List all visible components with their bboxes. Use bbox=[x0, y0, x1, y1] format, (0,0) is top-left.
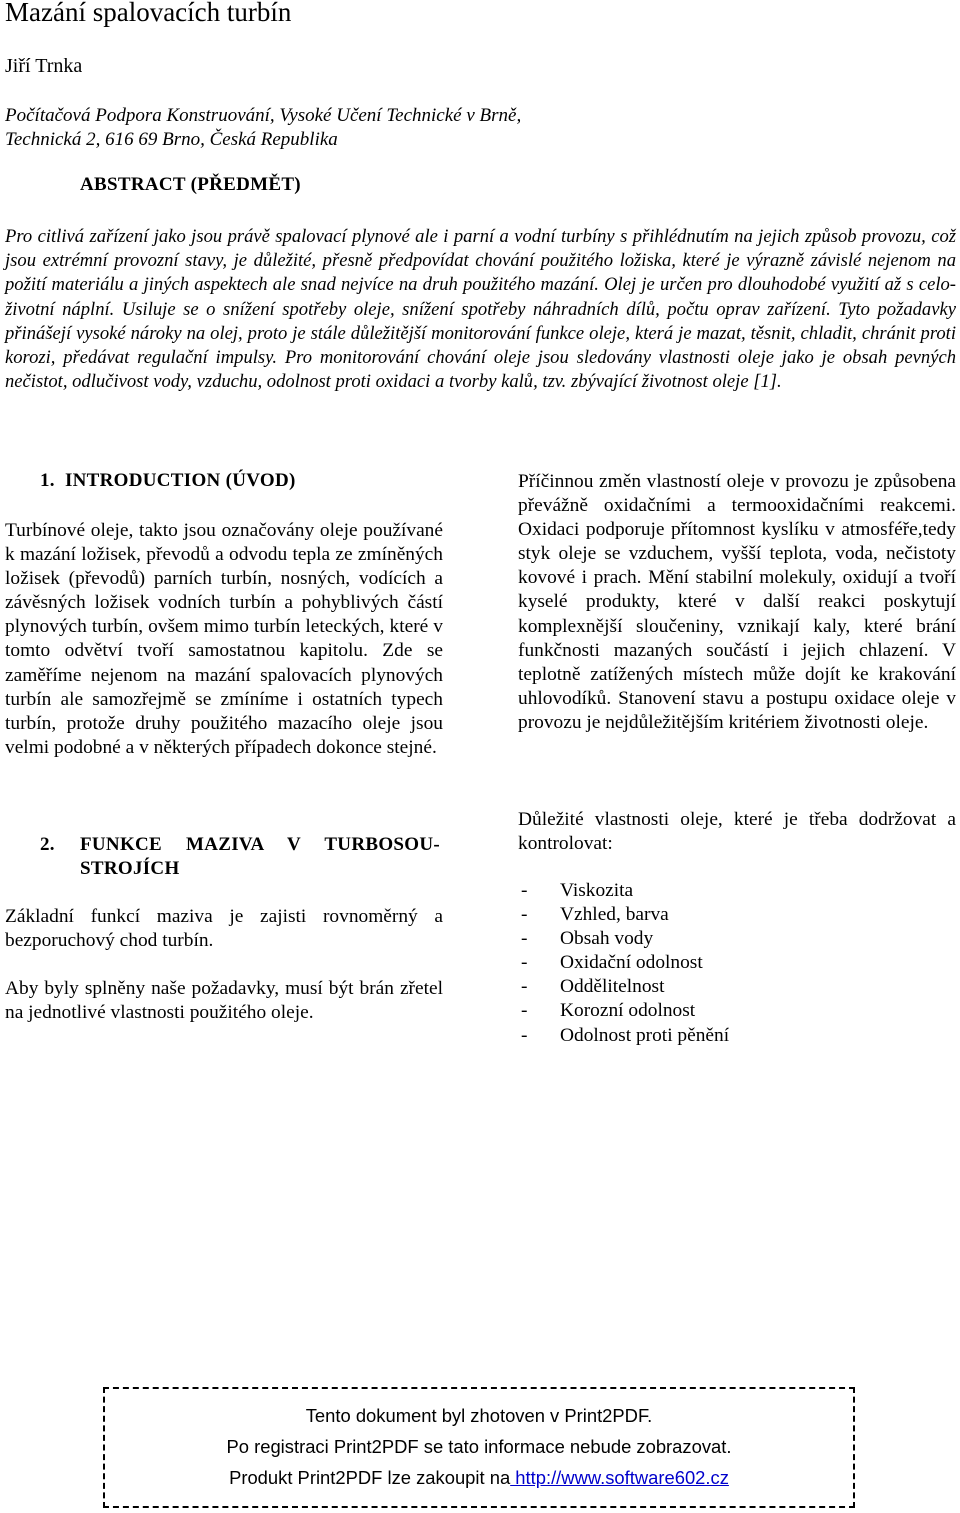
section-2-heading-line: STROJÍCH bbox=[80, 858, 180, 879]
section-2-paragraph: Základní funkcí maziva je zajisti rovnoměrný a bezporuchový chod turbín. bbox=[5, 906, 443, 952]
section-2-number: 2. bbox=[40, 834, 55, 855]
list-marker: - bbox=[521, 1024, 528, 1046]
affiliation bbox=[5, 104, 521, 152]
abstract-heading: ABSTRACT (PŘEDMĚT) bbox=[80, 174, 301, 195]
list-marker: - bbox=[521, 880, 528, 901]
author-name: Jiří Trnka bbox=[5, 55, 83, 77]
section-2-heading-line: FUNKCE MAZIVA V TURBOSOU- bbox=[80, 834, 440, 855]
banner-line-text: Produkt Print2PDF lze zakoupit na bbox=[229, 1467, 511, 1488]
list-marker: - bbox=[521, 928, 528, 950]
right-column-paragraph: Důležité vlastnosti oleje, které je třeba dodržovat a kontrolovat: bbox=[518, 809, 956, 855]
list-item-text: Viskozita bbox=[560, 880, 634, 901]
section-2-paragraph: Aby byly splněny naše požadavky, musí být brán zřetel na jednotlivé vlastnosti použitého oleje. bbox=[5, 978, 443, 1024]
list-item-text: Oddělitelnost bbox=[560, 976, 665, 998]
list-marker: - bbox=[521, 1000, 528, 1022]
list-item-text: Obsah vody bbox=[560, 928, 654, 950]
document-title: Mazání spalovacích turbín bbox=[5, 0, 292, 27]
banner-line: Po registraci Print2PDF se tato informace nebude zobrazovat. bbox=[226, 1436, 732, 1457]
software602-link[interactable]: http://www.software602.cz bbox=[510, 1467, 729, 1488]
list-marker: - bbox=[521, 952, 528, 974]
list-item-text: Odolnost proti pěnění bbox=[560, 1024, 730, 1046]
section-1-heading: 1. INTRODUCTION (ÚVOD) bbox=[40, 470, 296, 491]
list-item-text: Korozní odolnost bbox=[560, 1000, 696, 1022]
print2pdf-banner bbox=[103, 1387, 855, 1508]
list-marker: - bbox=[521, 976, 528, 998]
right-column-paragraph: Příčinnou změn vlastností oleje v provozu je způsobena převážně oxidačními a termooxidačními reakcemi. Oxidaci podporuje přítomnost kyslíku v atmosféře,tedy styk oleje se vzduchem, vyšší teplota, voda, nečistoty kovové i prach. Mění stabilní molekuly, oxidují a tvoří kyselé produkty, které v další reakci poskytují komplexnější sloučeniny, vznikají kaly, které brání funkčnosti mazaných součástí i jejich chlazení. V teplotně zatížených místech může dojít ke krakování uhlovodíků. Stanovení stavu a postupu oxidace oleje v provozu je nejdůležitějším kritériem životnosti oleje. bbox=[518, 471, 956, 733]
list-item-text: Vzhled, barva bbox=[560, 904, 669, 926]
list-marker: - bbox=[521, 904, 528, 926]
banner-line bbox=[105, 1467, 853, 1489]
affiliation-line: Počítačová Podpora Konstruování, Vysoké Učení Technické v Brně, bbox=[5, 105, 522, 126]
affiliation-line: Technická 2, 616 69 Brno, Česká Republika bbox=[5, 129, 338, 150]
list-item-text: Oxidační odolnost bbox=[560, 952, 703, 974]
section-1-text: Turbínové oleje, takto jsou označovány oleje používané k mazání ložisek, převodů a odvodu tepla ze zmíněných ložisek (převodů) parních turbín, nosných, vodících a závěsných ložisek vodních turbín a pohyblivých částí plynových turbín, ovšem mimo turbín leteckých, které v tomto odvětví tvoří samostatnou kapitolu. Zde se zaměříme nejenom na mazání spalovacích plynových turbín ale samozřejmě se zmíníme i ostatních typech turbín, protože druhy použitého mazacího oleje jsou velmi podobné a v některých případech dokonce stejné. bbox=[5, 520, 443, 758]
abstract-text: Pro citlivá zařízení jako jsou právě spalovací plynové ale i parní a vodní turbíny s přihlédnutím na jejich způsob provozu, což jsou extrémní provozní stavy, je důležité, přesně předpovídat chování použitého ložiska, které je výrazně závislé nejenom na požití materiálu a jiných aspektech ale snad nejvíce na druh použitého mazání. Olej je určen pro dlouhodobé využití až s celo-životní náplní. Usiluje se o snížení spotřeby oleje, snížení spotřeby náhradních dílů, počtu oprav zařízení. Tyto požadavky přinášejí vysoké nároky na olej, proto je stále důležitější monitorování funkce oleje, která je mazat, těsnit, chladit, chránit proti korozi, předávat regulační impulsy. Pro monitorování chování oleje jsou sledovány vlastnosti oleje jako je obsah pevných nečistot, odlučivost vody, vzduchu, odolnost proti oxidaci a tvorby kalů, tzv. zbývající životnost oleje [1]. bbox=[5, 226, 956, 393]
banner-line: Tento dokument byl zhotoven v Print2PDF. bbox=[305, 1405, 653, 1426]
